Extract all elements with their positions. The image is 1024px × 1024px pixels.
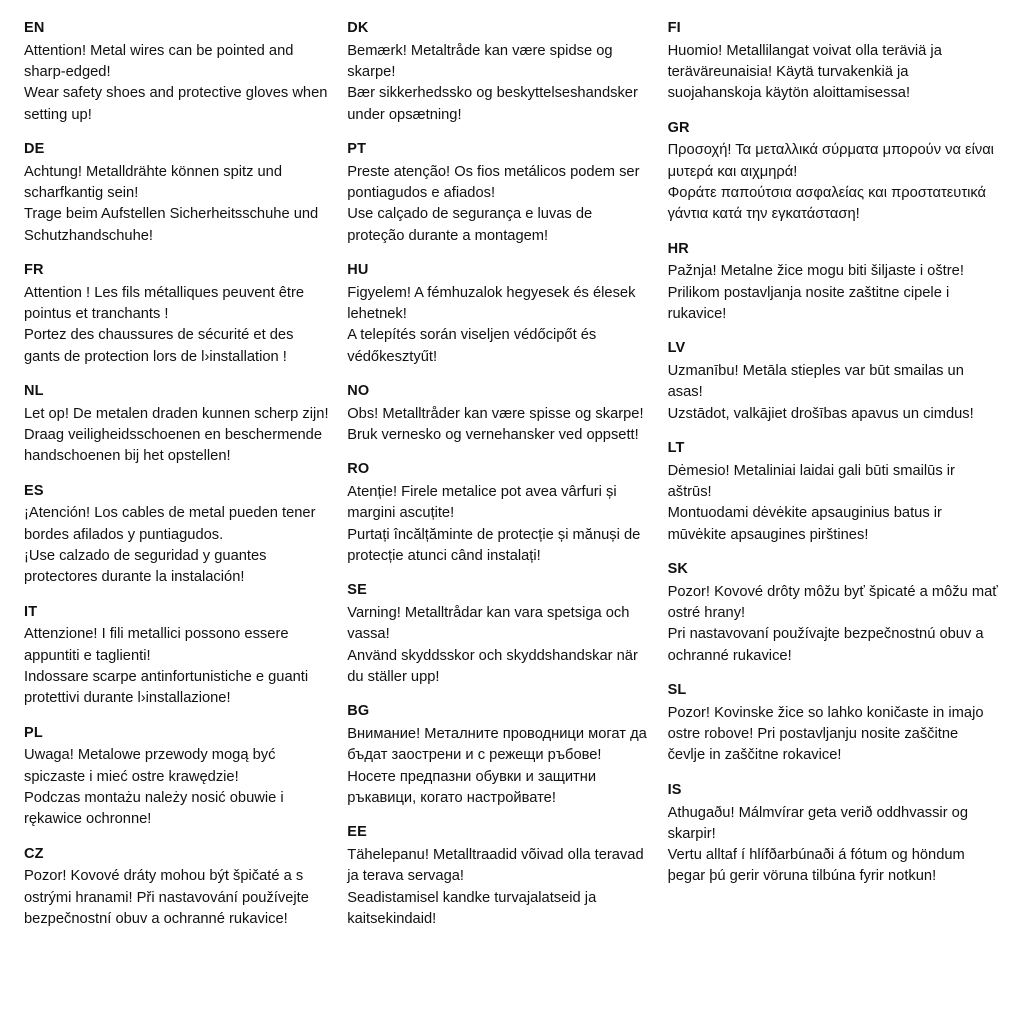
language-code-nl: NL bbox=[24, 383, 44, 399]
notice-line: Let op! De metalen draden kunnen scherp zijn! bbox=[24, 405, 329, 422]
language-code-fi: FI bbox=[667, 20, 681, 36]
language-columns bbox=[24, 18, 1002, 943]
notice-line: Bær sikkerhedssko og beskyttelseshandsker under opsætning! bbox=[347, 85, 638, 123]
language-text-is bbox=[668, 803, 998, 888]
language-text-de bbox=[24, 162, 329, 247]
notice-line: ¡Atención! Los cables de metal pueden tener bordes afilados y puntiagudos. bbox=[24, 505, 316, 543]
language-column-2 bbox=[347, 18, 667, 943]
notice-line: Vertu alltaf í hlífðarbúnaði á fótum og höndum þegar þú gerir vöruna tilbúna fyrir notkun! bbox=[667, 847, 965, 885]
notice-line: Seadistamisel kandke turvajalatseid ja kaitsekindaid! bbox=[347, 889, 597, 928]
notice-line: Use calçado de segurança e luvas de proteção durante a montagem! bbox=[347, 206, 593, 244]
language-code-de: DE bbox=[24, 141, 45, 157]
language-entry-gr bbox=[668, 118, 998, 226]
language-code-ro: RO bbox=[347, 461, 370, 478]
notice-line: Använd skyddsskor och skyddshandskar när du ställer upp! bbox=[347, 647, 638, 686]
language-text-ro bbox=[347, 482, 649, 567]
notice-line: Portez des chaussures de sécurité et des gants de protection lors de l›installation ! bbox=[24, 327, 294, 365]
language-code-hu: HU bbox=[347, 262, 369, 278]
language-entry-pt bbox=[347, 139, 649, 247]
language-code-dk: DK bbox=[347, 20, 369, 36]
language-text-lv bbox=[668, 361, 998, 425]
language-code-is: IS bbox=[667, 781, 682, 798]
language-entry-ro bbox=[347, 459, 649, 567]
notice-line: Φοράτε παπούτσια ασφαλείας και προστατευτικά γάντια κατά την εγκατάσταση! bbox=[667, 185, 987, 223]
language-entry-lv bbox=[668, 338, 998, 425]
notice-line: Attention! Metal wires can be pointed and sharp-edged! bbox=[24, 42, 294, 81]
notice-line: Wear safety shoes and protective gloves when setting up! bbox=[24, 85, 328, 123]
notice-line: ¡Use calzado de seguridad y guantes protectores durante la instalación! bbox=[24, 548, 267, 586]
notice-line: Preste atenção! Os fios metálicos podem ser pontiagudos e afiados! bbox=[347, 163, 640, 202]
language-entry-es bbox=[24, 481, 329, 589]
notice-line: Προσοχή! Τα μεταλλικά σύρματα μπορούν να είναι μυτερά και αιχμηρά! bbox=[667, 142, 994, 180]
language-text-hr bbox=[668, 261, 998, 325]
notice-line: Attention ! Les fils métalliques peuvent être pointus et tranchants ! bbox=[24, 284, 305, 323]
language-text-no bbox=[347, 404, 649, 447]
language-entry-no bbox=[347, 381, 649, 446]
language-text-it bbox=[24, 624, 329, 709]
language-text-dk bbox=[347, 41, 649, 126]
language-code-fr: FR bbox=[24, 262, 44, 278]
language-column-1 bbox=[24, 18, 347, 943]
language-text-pl bbox=[24, 745, 329, 830]
language-code-gr: GR bbox=[667, 119, 690, 136]
language-entry-is bbox=[668, 780, 998, 888]
language-entry-hu bbox=[347, 260, 649, 368]
notice-line: Tähelepanu! Metalltraadid võivad olla teravad ja terava servaga! bbox=[347, 847, 644, 885]
language-text-hu bbox=[347, 283, 649, 368]
language-text-sk bbox=[668, 582, 998, 667]
language-entry-fi bbox=[668, 18, 998, 105]
language-entry-cz bbox=[24, 844, 329, 931]
language-entry-dk bbox=[347, 18, 649, 126]
language-code-es: ES bbox=[24, 482, 44, 499]
notice-line: Носете предпазни обувки и защитни ръкавици, когато настройвате! bbox=[347, 768, 597, 807]
notice-line: Внимание! Металните проводници могат да бъдат заострени и с режещи ръбове! bbox=[347, 726, 647, 764]
notice-line: Achtung! Metalldrähte können spitz und scharfkantig sein! bbox=[24, 163, 283, 202]
notice-line: Pozor! Kovinske žice so lahko koničaste in imajo ostre robove! Pri postavljanju nosite zaščitne čevlje in zaščitne rokavice! bbox=[667, 704, 984, 764]
language-text-lt bbox=[668, 461, 998, 546]
notice-line: Bruk vernesko og vernehansker ved oppsett! bbox=[347, 427, 639, 444]
language-entry-lt bbox=[668, 438, 998, 546]
notice-line: Pažnja! Metalne žice mogu biti šiljaste i oštre! bbox=[667, 263, 964, 280]
notice-line: Draag veiligheidsschoenen en beschermende handschoenen bij het opstellen! bbox=[24, 427, 323, 465]
notice-line: Bemærk! Metaltråde kan være spidse og skarpe! bbox=[347, 42, 613, 81]
notice-line: Montuodami dėvėkite apsauginius batus ir mūvėkite apsaugines pirštines! bbox=[667, 505, 942, 543]
language-entry-de bbox=[24, 139, 329, 247]
notice-line: Atenție! Firele metalice pot avea vârfuri și margini ascuțite! bbox=[347, 484, 617, 522]
language-code-pt: PT bbox=[347, 141, 367, 157]
language-text-ee bbox=[347, 845, 649, 930]
notice-line: Pri nastavovaní používajte bezpečnostnú obuv a ochranné rukavice! bbox=[667, 626, 984, 664]
notice-line: Athugaðu! Málmvírar geta verið oddhvassir og skarpir! bbox=[667, 804, 968, 842]
language-entry-it bbox=[24, 602, 329, 710]
language-text-pt bbox=[347, 162, 649, 247]
language-text-gr bbox=[668, 140, 998, 225]
language-entry-sk bbox=[668, 559, 998, 667]
language-text-en bbox=[24, 41, 329, 126]
language-text-bg bbox=[347, 724, 649, 809]
language-entry-sl bbox=[668, 680, 998, 767]
notice-line: Uwaga! Metalowe przewody mogą być spiczaste i mieć ostre krawędzie! bbox=[24, 747, 276, 785]
notice-line: Obs! Metalltråder kan være spisse og skarpe! bbox=[347, 405, 644, 422]
language-code-se: SE bbox=[347, 582, 367, 599]
notice-line: Pozor! Kovové drôty môžu byť špicaté a môžu mať ostré hrany! bbox=[667, 583, 998, 622]
language-entry-bg bbox=[347, 701, 649, 809]
notice-line: Trage beim Aufstellen Sicherheitsschuhe und Schutzhandschuhe! bbox=[24, 206, 319, 244]
notice-line: A telepítés során viseljen védőcipőt és védőkesztyűt! bbox=[347, 327, 597, 365]
notice-line: Prilikom postavljanja nosite zaštitne cipele i rukavice! bbox=[667, 284, 950, 323]
language-text-es bbox=[24, 503, 329, 588]
language-text-se bbox=[347, 603, 649, 688]
notice-line: Uzmanību! Metāla stieples var būt smailas un asas! bbox=[667, 363, 964, 401]
language-code-bg: BG bbox=[347, 703, 370, 720]
notice-line: Varning! Metalltrådar kan vara spetsiga och vassa! bbox=[347, 605, 630, 643]
language-text-fr bbox=[24, 283, 329, 368]
notice-line: Pozor! Kovové dráty mohou být špičaté a s ostrými hranami! Při nastavování používejte bezpečnostní obuv a ochranné rukavice! bbox=[24, 868, 309, 928]
language-entry-nl bbox=[24, 381, 329, 468]
language-code-ee: EE bbox=[347, 824, 367, 841]
notice-line: Figyelem! A fémhuzalok hegyesek és élesek lehetnek! bbox=[347, 284, 636, 323]
language-column-3 bbox=[668, 18, 1002, 901]
language-entry-hr bbox=[668, 239, 998, 326]
language-text-sl bbox=[668, 703, 998, 767]
language-code-en: EN bbox=[24, 20, 45, 36]
notice-line: Indossare scarpe antinfortunistiche e guanti protettivi durante l›installazione! bbox=[24, 669, 309, 707]
language-code-sl: SL bbox=[667, 682, 687, 699]
notice-line: Purtați încălțăminte de protecție și mănuși de protecție atunci când instalați! bbox=[347, 526, 641, 565]
language-entry-ee bbox=[347, 822, 649, 930]
notice-line: Uzstādot, valkājiet drošības apavus un cimdus! bbox=[667, 405, 974, 422]
language-text-fi bbox=[668, 41, 998, 105]
language-entry-pl bbox=[24, 723, 329, 831]
notice-line: Podczas montażu należy nosić obuwie i rękawice ochronne! bbox=[24, 790, 284, 828]
language-text-nl bbox=[24, 404, 329, 468]
notice-line: Dėmesio! Metaliniai laidai gali būti smailūs ir aštrūs! bbox=[667, 462, 955, 501]
language-code-cz: CZ bbox=[24, 845, 44, 862]
language-code-hr: HR bbox=[667, 240, 689, 257]
language-code-no: NO bbox=[347, 383, 370, 399]
notice-line: Attenzione! I fili metallici possono essere appuntiti e taglienti! bbox=[24, 626, 289, 664]
language-code-it: IT bbox=[24, 603, 38, 620]
language-code-sk: SK bbox=[667, 561, 689, 578]
language-text-cz bbox=[24, 866, 329, 930]
notice-line: Huomio! Metallilangat voivat olla teräviä ja teräväreunaisia! Käytä turvakenkiä ja suojahanskoja käytön aloittamisessa! bbox=[667, 42, 942, 102]
language-code-lt: LT bbox=[667, 440, 685, 457]
language-entry-se bbox=[347, 580, 649, 688]
language-entry-en bbox=[24, 18, 329, 126]
language-code-pl: PL bbox=[24, 724, 43, 741]
language-entry-fr bbox=[24, 260, 329, 368]
language-code-lv: LV bbox=[667, 340, 686, 357]
